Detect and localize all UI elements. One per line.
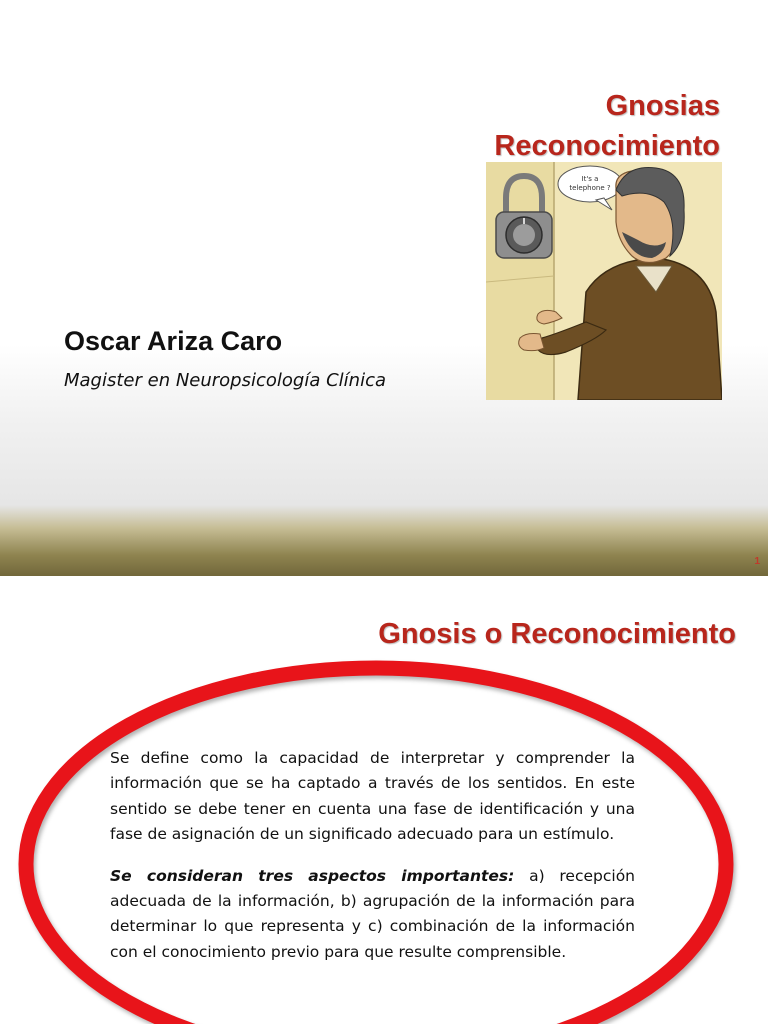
slide-title: Gnosis o Reconocimiento: [378, 618, 736, 650]
paragraph-aspects: [110, 864, 635, 966]
title-line-2: Reconocimiento: [494, 130, 720, 162]
slide-number: 1: [754, 556, 760, 567]
man-looking-at-padlock-illustration: [486, 162, 722, 400]
author-subtitle: Magister en Neuropsicología Clínica: [64, 370, 386, 391]
aspects-list: a) recepción adecuada de la información, b) agrupación de la información para determinar lo que representa y c) combinación de la información con el conocimiento previo para que resulte comprensible.: [110, 866, 635, 961]
slide-title: [494, 86, 720, 166]
speech-bubble-line-2: telephone ?: [569, 184, 611, 192]
paragraph-definition: Se define como la capacidad de interpretar y comprender la información que se ha captado a través de los sentidos. En este sentido se debe tener en cuenta una fase de identificación y una fase de asignación de un significado adecuado para un estímulo.: [110, 749, 635, 844]
definition-text: [110, 746, 635, 981]
slide-2: [0, 584, 768, 1024]
slide-separator: [0, 576, 768, 584]
title-line-1: Gnosias: [605, 90, 720, 122]
author-name: Oscar Ariza Caro: [64, 326, 283, 356]
speech-bubble-line-1: It's a: [581, 175, 599, 183]
aspects-lead: Se consideran tres aspectos importantes:: [110, 866, 515, 885]
